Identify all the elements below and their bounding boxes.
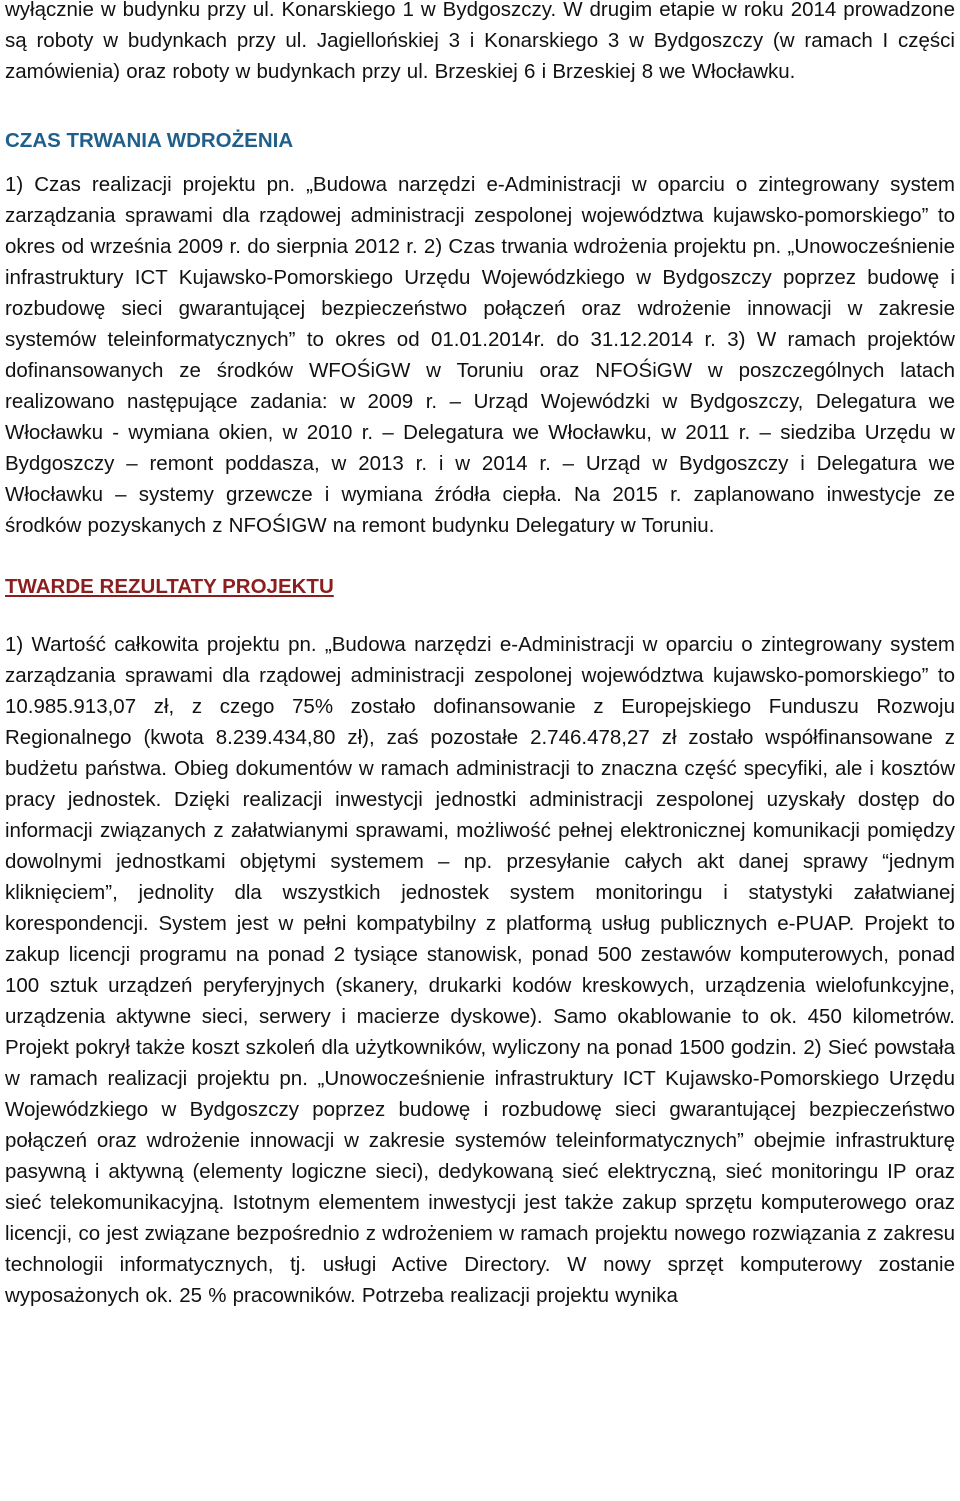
intro-paragraph: wyłącznie w budynku przy ul. Konarskiego 1 w Bydgoszczy. W drugim etapie w roku 2014 prowadzone są roboty w budynkach przy ul. Jagiellońskiej 3 i Konarskiego 3 w Bydgoszczy (w ramach I części zamówienia) oraz roboty w budynkach przy ul. Brzeskiej 6 i Brzeskiej 8 we Włocławku.	[5, 0, 955, 83]
section-heading-results: TWARDE REZULTATY PROJEKTU	[5, 575, 334, 598]
duration-paragraph: 1) Czas realizacji projektu pn. „Budowa narzędzi e-Administracji w oparciu o zintegrowany system zarządzania sprawami dla rządowej administracji zespolonej województwa kujawsko-pomorskiego” to okres od września 2009 r. do sierpnia 2012 r. 2) Czas trwania wdrożenia projektu pn. „Unowocześnienie infrastruktury ICT Kujawsko-Pomorskiego Urzędu Wojewódzkiego w Bydgoszczy poprzez budowę i rozbudowę sieci gwarantującej bezpieczeństwo połączeń oraz wdrożenie innowacji w zakresie systemów teleinformatycznych” to okres od 01.01.2014r. do 31.12.2014 r. 3) W ramach projektów dofinansowanych ze środków WFOŚiGW w Toruniu oraz NFOŚiGW w poszczególnych latach realizowano następujące zadania: w 2009 r. – Urząd Wojewódzki w Bydgoszczy, Delegatura we Włocławku - wymiana okien, w 2010 r. – Delegatura we Włocławku, w 2011 r. – siedziba Urzędu w Bydgoszczy – remont poddasza, w 2013 r. i w 2014 r. – Urząd w Bydgoszczy i Delegatura we Włocławku – systemy grzewcze i wymiana źródła ciepła. Na 2015 r. zaplanowano inwestycje ze środków pozyskanych z NFOŚIGW na remont budynku Delegatury w Toruniu.	[5, 173, 955, 537]
results-paragraph: 1) Wartość całkowita projektu pn. „Budowa narzędzi e-Administracji w oparciu o zintegrowany system zarządzania sprawami dla rządowej administracji zespolonej województwa kujawsko-pomorskiego” to 10.985.913,07 zł, z czego 75% zostało dofinansowanie z Europejskiego Funduszu Rozwoju Regionalnego (kwota 8.239.434,80 zł), zaś pozostałe 2.746.478,27 zł zostało współfinansowane z budżetu państwa. Obieg dokumentów w ramach administracji to znaczna część specyfiki, ale i kosztów pracy jednostek. Dzięki realizacji inwestycji jednostki administracji zespolonej uzyskały dostęp do informacji związanych z załatwianymi sprawami, możliwość pełnej elektronicznej komunikacji pomiędzy dowolnymi jednostkami objętymi systemem – np. przesyłanie całych akt danej sprawy “jednym kliknięciem”, jednolity dla wszystkich jednostek system monitoringu i statystyki załatwianej korespondencji. System jest w pełni kompatybilny z platformą usług publicznych e-PUAP. Projekt to zakup licencji programu na ponad 2 tysiące stanowisk, ponad 500 zestawów komputerowych, ponad 100 sztuk urządzeń peryferyjnych (skanery, drukarki kodów kreskowych, urządzenia wielofunkcyjne, urządzenia aktywne sieci, serwery i macierze dyskowe). Samo okablowanie to ok. 450 kilometrów. Projekt pokrył także koszt szkoleń dla użytkowników, wyliczony na ponad 1500 godzin. 2) Sieć powstała w ramach realizacji projektu pn. „Unowocześnienie infrastruktury ICT Kujawsko-Pomorskiego Urzędu Wojewódzkiego w Bydgoszczy poprzez budowę i rozbudowę sieci gwarantującej bezpieczeństwo połączeń oraz wdrożenie innowacji w zakresie systemów teleinformatycznych” obejmie infrastrukturę pasywną i aktywną (elementy logiczne sieci), dedykowaną sieć elektryczną, sieć monitoringu IP oraz sieć telekomunikacyjną. Istotnym elementem inwestycji jest także zakup sprzętu komputerowego oraz licencji, co jest związane bezpośrednio z wdrożeniem w ramach projektu nowego rozwiązania z zakresu technologii informatycznych, tj. usługi Active Directory. W nowy sprzęt komputerowy zostanie wyposażonych ok. 25 % pracowników. Potrzeba realizacji projektu wynika	[5, 633, 955, 1307]
document-page	[5, 0, 955, 1311]
section-heading-duration: CZAS TRWANIA WDROŻENIA	[5, 129, 294, 152]
